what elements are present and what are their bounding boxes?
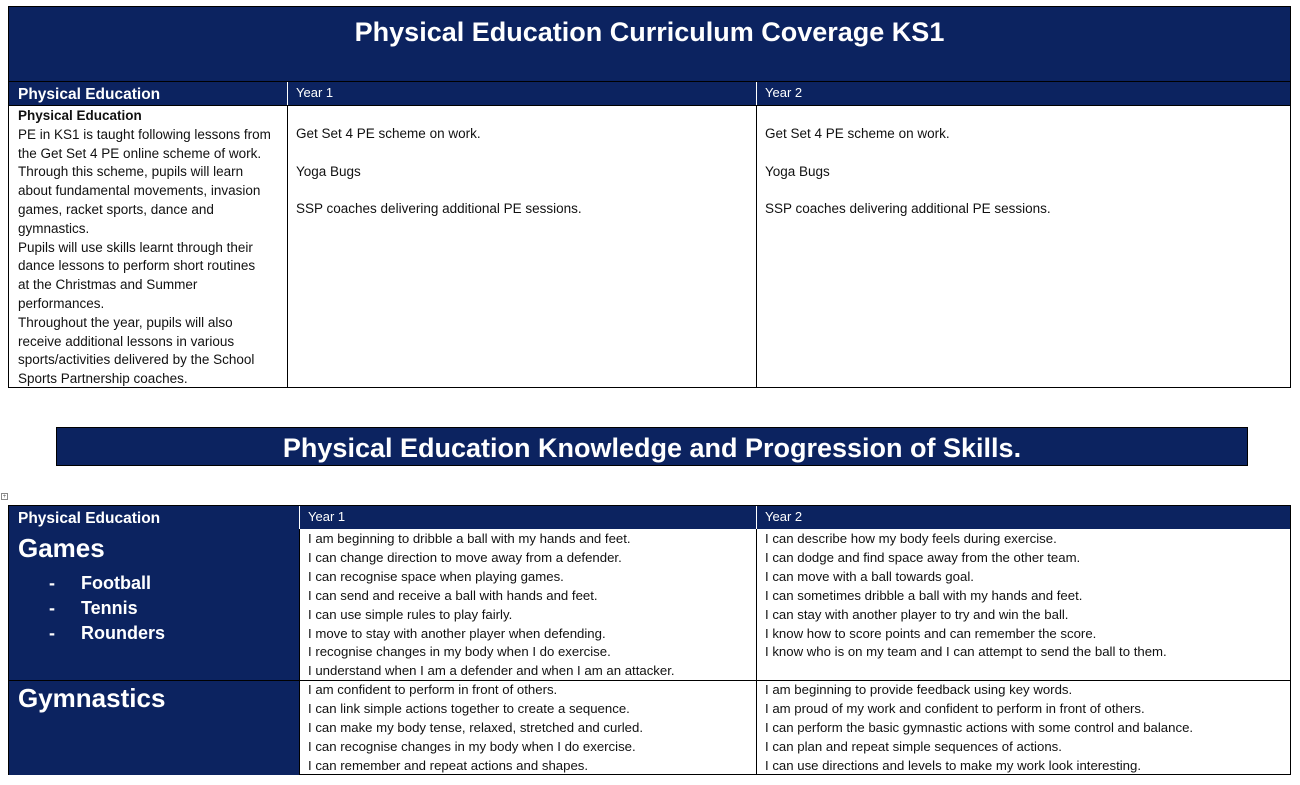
coverage-header-year2: Year 2: [765, 85, 803, 100]
coverage-item: Yoga Bugs: [296, 163, 361, 179]
coverage-item: Get Set 4 PE scheme on work.: [765, 126, 950, 141]
skills-title: Physical Education Knowledge and Progression of Skills.: [56, 427, 1248, 466]
games-area-cell: [9, 529, 299, 680]
skill-item: I can recognise space when playing games.: [308, 568, 564, 584]
games-title: Games: [18, 533, 105, 563]
column-divider: [287, 82, 288, 105]
skill-item: I can make my body tense, relaxed, stretched and curled.: [308, 719, 643, 735]
skill-item: I am proud of my work and confident to perform in front of others.: [765, 700, 1145, 716]
games-year1-skills: [308, 530, 753, 681]
coverage-header-subject: Physical Education: [18, 86, 161, 103]
skill-item: I can move with a ball towards goal.: [765, 568, 974, 584]
skill-item: I can link simple actions together to create a sequence.: [308, 700, 630, 716]
skills-header-year1: Year 1: [308, 509, 346, 524]
skill-item: I know who is on my team and I can attempt to send the ball to them.: [765, 644, 1167, 660]
description-line: PE in KS1 is taught following lessons from: [18, 126, 271, 142]
description-line: the Get Set 4 PE online scheme of work.: [18, 145, 262, 161]
description-line: gymnastics.: [18, 220, 90, 236]
column-divider: [756, 82, 757, 105]
description-line: about fundamental movements, invasion: [18, 183, 261, 199]
description-line: receive additional lessons in various: [18, 333, 235, 349]
skill-item: I can use simple rules to play fairly.: [308, 606, 513, 622]
coverage-item: Get Set 4 PE scheme on work.: [296, 126, 481, 141]
column-divider: [287, 106, 288, 387]
column-divider: [756, 506, 757, 529]
list-item: - Tennis: [49, 598, 138, 618]
skills-header-row: [8, 505, 1291, 529]
description-line: performances.: [18, 295, 105, 311]
skill-item: I understand when I am a defender and when I am an attacker.: [308, 663, 675, 679]
description-line: dance lessons to perform short routines: [18, 258, 256, 274]
gymnastics-year2-skills: [765, 681, 1285, 776]
skill-item: I recognise changes in my body when I do exercise.: [308, 644, 611, 660]
skills-body: [8, 529, 1291, 775]
description-line: Throughout the year, pupils will also: [18, 314, 233, 330]
description-line: at the Christmas and Summer: [18, 277, 198, 293]
column-divider: [756, 529, 757, 774]
column-divider: [756, 106, 757, 387]
skill-item: I can use directions and levels to make my work look interesting.: [765, 757, 1142, 773]
coverage-year1-cell: [296, 125, 746, 238]
skill-item: I can describe how my body feels during exercise.: [765, 531, 1057, 546]
skill-item: I can perform the basic gymnastic actions with some control and balance.: [765, 719, 1194, 735]
list-item: - Football: [49, 573, 151, 593]
games-sports-list: [9, 571, 299, 646]
skill-item: I can dodge and find space away from the other team.: [765, 549, 1081, 565]
games-year2-skills: [765, 530, 1285, 662]
description-line: Pupils will use skills learnt through their: [18, 239, 253, 255]
skill-item: I can change direction to move away from a defender.: [308, 549, 622, 565]
description-title: Physical Education: [18, 108, 142, 123]
column-divider: [299, 506, 300, 529]
gymnastics-year1-skills: [308, 681, 753, 776]
coverage-header-year1: Year 1: [296, 85, 334, 100]
gymnastics-title: Gymnastics: [18, 683, 166, 713]
skill-item: I can stay with another player to try and win the ball.: [765, 606, 1069, 622]
coverage-year2-cell: [765, 125, 1275, 238]
list-item: - Rounders: [49, 623, 166, 643]
skills-header-year2: Year 2: [765, 509, 803, 524]
column-divider: [299, 529, 300, 774]
coverage-title: Physical Education Curriculum Coverage KS1: [8, 6, 1291, 82]
skill-item: I know how to score points and can remember the score.: [765, 625, 1097, 641]
coverage-description: [18, 107, 284, 389]
skill-item: I am beginning to provide feedback using key words.: [765, 682, 1073, 697]
skill-item: I can sometimes dribble a ball with my hands and feet.: [765, 587, 1083, 603]
coverage-header-row: [8, 82, 1291, 106]
skills-header-subject: Physical Education: [18, 510, 161, 527]
skill-item: I can plan and repeat simple sequences of actions.: [765, 738, 1062, 754]
skill-item: I move to stay with another player when defending.: [308, 625, 606, 641]
description-line: Through this scheme, pupils will learn: [18, 164, 244, 180]
skill-item: I can remember and repeat actions and shapes.: [308, 757, 589, 773]
coverage-item: SSP coaches delivering additional PE sessions.: [296, 201, 582, 217]
coverage-body-row: [8, 106, 1291, 388]
coverage-item: Yoga Bugs: [765, 163, 830, 179]
skill-item: I am beginning to dribble a ball with my hands and feet.: [308, 531, 631, 546]
description-line: Sports Partnership coaches.: [18, 371, 188, 387]
move-handle-icon[interactable]: +: [2, 494, 7, 500]
skill-item: I can send and receive a ball with hands and feet.: [308, 587, 598, 603]
gymnastics-area-cell: [9, 681, 299, 775]
description-line: games, racket sports, dance and: [18, 201, 214, 217]
coverage-item: SSP coaches delivering additional PE sessions.: [765, 201, 1051, 217]
skill-item: I am confident to perform in front of others.: [308, 682, 558, 697]
description-line: sports/activities delivered by the School: [18, 352, 255, 368]
skill-item: I can recognise changes in my body when I do exercise.: [308, 738, 636, 754]
